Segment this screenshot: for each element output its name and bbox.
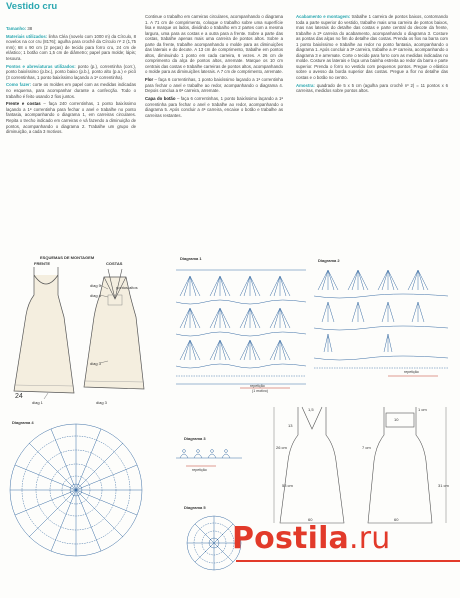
size-value: 38 [26, 26, 33, 31]
sample-text: quadrado de 5 x 5 cm (agulha para crochê nº 2) = 11 pontos x 6 carreiras, medidos sobre pontos altos. [296, 82, 448, 94]
diagram-4-label: Diagrama 4 [12, 420, 34, 425]
diag5-label: diag 5 [90, 283, 101, 288]
watermark-logo [232, 521, 391, 556]
diagram-1-label: Diagrama 1 [180, 256, 202, 261]
button-cover-heading: Capa do botão [145, 96, 176, 102]
diag1-label: diag 1 [32, 400, 43, 405]
finishing-text: trabalhe 1 carreira de pontos baixos, contornando toda a parte superior do vestido, trabalhe mais uma carreira de pontos baixos, mas nas laterais do detalhe das costas e parte central do decote da frente, trabalhe a 2ª carreira do acabamento, acompanhando o diagrama 3. Costure as pontas das alças no fim do detalhe das costas. Prenda os fios na barra com 1 ponto baixíssimo e trabalhe ao redor no ponto fantasia, acompanhando o diagrama 1. Após concluir a 3ª carreira, trabalhe a 4ª carreira, acompanhando o diagrama 3 e arremate. Corte o tecido para forro com as medidas indicadas no molde. Costure as laterais e faça uma bainha estreita ao redor da barra e parte superior. Prenda o forro no vestido com pequenos pontos. Pregue o elástico sobre o avesso da borda superior das costas. Pregue a flor no detalhe das costas e o botão no centro. [296, 14, 448, 81]
front-label: FRENTE [34, 261, 50, 266]
diagram-2-chart [308, 256, 458, 388]
stitches-heading: Pontos e abreviaturas utilizados: [6, 63, 76, 69]
diagram-5-label: Diagrama 5 [184, 505, 206, 510]
back-detail-label: pontos altos [116, 285, 138, 290]
diagram-2 [308, 256, 458, 388]
diag4-label: diag 4 [90, 293, 101, 298]
continue-text: Continue o trabalho em carreiras circulares, acompanhando o diagrama 1. A 71 cm de comprimento, coloque o trabalho sobre uma superfície lisa e marque os lados, dividindo o trabalho em 2 partes com a mesma largura, uma para as costas e a outra para a frente. Sobre a parte das costas, trabalhe apenas mais uma carreira de pontos altos. Sobre a parte da frente, trabalhe acompanhando o molde para as diminuições das laterais e do decote. A 13 cm de comprimento, trabalhe em pontos altos, diminuindo 1 ponto em cada carreira, 6 vezes. A 26 cm de comprimento da alça de pontos altos, arremate. Marque os 10 cm centrais das costas e trabalhe carreiras de pontos altos, acompanhando o molde para as diminuições laterais. A 7 cm de comprimento, arremate. [145, 14, 283, 75]
materials-heading: Materiais utilizados: [6, 33, 48, 39]
instructions-column-2 [145, 14, 283, 120]
diag3-bottom-label: diag 3 [96, 400, 107, 405]
pattern-dim-7: 1 cm [418, 407, 427, 412]
back-label: COSTAS [106, 261, 123, 266]
watermark-underline [236, 560, 460, 562]
pattern-dim-5: 7 cm [362, 445, 371, 450]
pattern-dim-2: 13 [288, 423, 293, 428]
front-back-heading: Frente e costas [6, 101, 41, 107]
page-number: 24 [15, 393, 23, 400]
pattern-dim-8: 60 [308, 517, 313, 522]
diagram-1 [170, 256, 312, 398]
pattern-dim-9: 60 [394, 517, 399, 522]
howto-heading: Como fazer: [6, 82, 32, 88]
pattern-dim-6: 53 cm [282, 483, 293, 488]
howto-text: corte os moldes em papel com as medidas indicadas no esquema, para acompanhar durante a confecção. Todo o trabalho é feito usando 2 fios juntos. [6, 82, 136, 99]
diagram-4-chart [6, 408, 166, 594]
pattern-dim-1: 1,5 [308, 407, 314, 412]
diag3-label: diag 3 [90, 361, 101, 366]
instructions-column-1 [6, 26, 136, 137]
diagram-4 [6, 408, 166, 594]
pattern-dim-10: 31 cm [438, 483, 449, 488]
pattern-dim-3: 26 cm [276, 445, 287, 450]
flower-text: – faça 6 correntinhas, 1 ponto baixíssimo laçando a 1ª correntinha para fechar o anel e trabalhe ao redor, acompanhando o diagrama 4. Depois conclua a 6ª carreira, arremate. [145, 77, 283, 94]
diagram-3-label: Diagrama 3 [184, 436, 206, 441]
diagram-1-chart [170, 256, 312, 398]
schema-title: ESQUEMAS DE MONTAGEM [40, 255, 95, 260]
stitches-text: ponto (p.), correntinha (corr.), ponto baixíssimo (p.bx.), ponto baixo (p.b.), ponto alto (p.a.) e picô (3 correntinhas, 1 ponto baixíssimo laçando a 1ª correntinha). [6, 63, 136, 80]
diagram-2-repeat: repetição [404, 370, 419, 374]
dress-schema-drawing [4, 255, 164, 405]
front-back-text: – faça 240 correntinhas, 1 ponto baixíssimo laçando a 1ª correntinha para fechar o anel e trabalhe no ponto fantasia, acompanhando o diagrama 1, em carreiras circulares. Repita o trecho indicado em carreiras e vá fazendo a diminuição de pontos, acompanhando o diagrama 2. Trabalhe um grupo de diminuição, a cada 3 motivos. [6, 101, 136, 135]
pattern-dim-4: 10 [394, 417, 399, 422]
diagram-3 [172, 436, 262, 476]
diagram-3-repeat: repetição [192, 468, 207, 472]
diagram-2-label: Diagrama 2 [318, 258, 340, 263]
flower-heading: Flor [145, 77, 154, 83]
diagram-1-repeat-note: (1 motivo) [252, 389, 268, 393]
diagram-1-repeat: repetição [250, 384, 265, 388]
watermark-site: Postila [232, 521, 350, 556]
sample-heading: Amostra: [296, 82, 315, 88]
page-title: Vestido cru [6, 1, 58, 12]
button-cover-text: – faça 6 correntinhas, 1 ponto baixíssimo laçando a 1ª correntinha para fechar o anel e trabalhe ao redor, acompanhando o diagrama 5. Após concluir a 4ª carreira, encaixe o botão e trabalhe as carreiras restantes. [145, 96, 284, 118]
size-label: Tamanho: [6, 26, 27, 31]
materials-text: linha Cléa (novelo com 1000 m) da Círculo, 8 novelos na cor cru (8176); agulha para crochê da Círculo nº 2 (1,75 mm); 68 x 90 cm (2 peças) de tecido para forro cru, 24 cm de elástico; 1 botão com 1,5 cm de diâmetro; papel para molde; lápis; tesoura. [6, 33, 136, 61]
pattern-drawing [268, 405, 458, 525]
finishing-heading: Acabamento e montagem: [296, 14, 351, 19]
diagram-3-chart [172, 436, 262, 476]
pattern-pieces [268, 405, 458, 525]
instructions-column-3 [296, 14, 448, 96]
watermark-domain: .ru [349, 521, 391, 556]
assembly-schema [4, 255, 164, 405]
